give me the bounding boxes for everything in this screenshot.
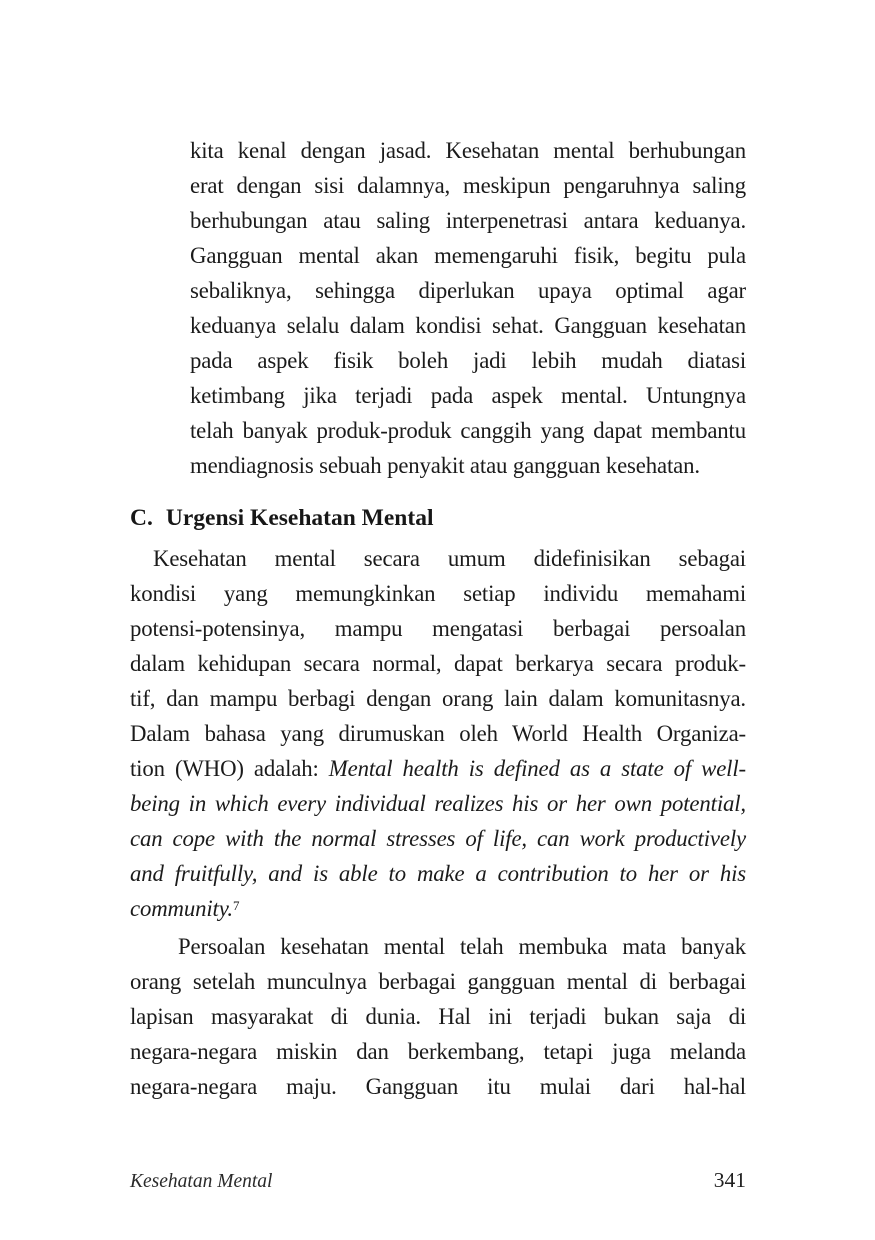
running-title: Kesehatan Mental	[130, 1171, 273, 1192]
page-footer	[130, 1168, 746, 1193]
section-heading-label: C.	[130, 505, 153, 531]
paragraph-who-definition: Kesehatan mental secara umum didefinisikan sebagai kondisi yang memungkinkan setiap individu memahami potensi-potensinya, mampu mengatasi berbagai persoalan dalam kehidupan secara normal, dapat berkarya secara produk- tif, dan mampu berbagi dengan orang lain dalam komunitasnya. Dalam bahasa yang dirumuskan oleh World Health Organiza- tion (WHO) adalah: Mental health is defined as a state of well- being in which every individual realizes his or her own potential, can cope with the normal stresses of life, can work productively and fruitfully, and is able to make a contribution to her or his community.$^7$	[130, 546, 746, 921]
section-heading-title: Urgensi Kesehatan Mental	[165, 505, 434, 531]
page-number: 341	[713, 1168, 746, 1192]
body-text	[130, 541, 746, 1104]
section-heading	[130, 505, 433, 532]
paragraph-persoalan-kesehatan: Persoalan kesehatan mental telah membuka mata banyak orang setelah munculnya berbagai gangguan mental di berbagai lapisan masyarakat di dunia. Hal ini terjadi bukan saja di negara-negara miskin dan berkembang, tetapi juga melanda negara-negara maju. Gangguan itu mulai dari hal-hal	[130, 934, 746, 1099]
indented-quote-paragraph: kita kenal dengan jasad. Kesehatan mental berhubungan erat dengan sisi dalamnya, meskipun pengaruhnya saling berhubungan atau saling interpenetrasi antara keduanya. Gangguan mental akan memengaruhi fisik, begitu pula sebaliknya, sehingga diperlukan upaya optimal agar keduanya selalu dalam kondisi sehat. Gangguan kesehatan pada aspek fisik boleh jadi lebih mudah diatasi ketimbang jika terjadi pada aspek mental. Untungnya telah banyak produk-produk canggih yang dapat membantu mendiagnosis sebuah penyakit atau gangguan kesehatan.	[190, 138, 746, 478]
